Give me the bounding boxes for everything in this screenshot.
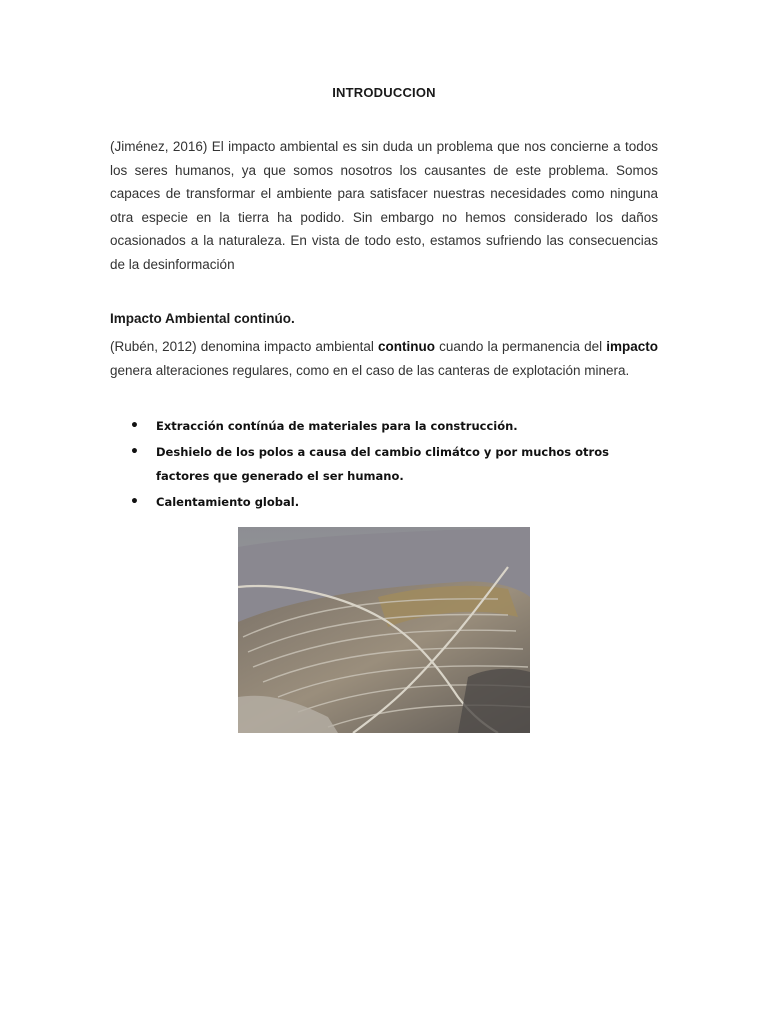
bullet-list xyxy=(130,414,650,516)
section-text-part: genera alteraciones regulares, como en el caso de las canteras de explotación minera. xyxy=(110,362,630,378)
section-text-part: (Rubén, 2012) denomina impacto ambiental xyxy=(110,339,379,354)
intro-paragraph: (Jiménez, 2016) El impacto ambiental es sin duda un problema que nos concierne a todos los seres humanos, ya que somos nosotros los causantes de este problema. Somos capaces de transformar el ambiente para satisfacer nuestras necesidades como ninguna otra especie en la tierra ha podido. Sin embargo no hemos considerado los daños ocasionados a la naturaleza. En vista de todo esto, estamos sufriendo las consecuencias de la desinformación xyxy=(110,139,658,272)
page-title: INTRODUCCION xyxy=(332,85,436,100)
section-bold-term: impacto xyxy=(606,339,658,354)
section-paragraph xyxy=(110,335,658,382)
section-bold-term: continuo xyxy=(378,339,436,354)
bullet-item: • Calentamiento global. xyxy=(130,490,650,514)
open-pit-mine-photo xyxy=(238,527,530,733)
bullet-item: • Deshielo de los polos a causa del cambio climátco y por muchos otros factores que generado el ser humano. xyxy=(130,440,650,488)
section-heading: Impacto Ambiental continúo. xyxy=(110,311,295,326)
section-text-part: cuando la permanencia del xyxy=(435,339,607,354)
bullet-item: • Extracción contínúa de materiales para la construcción. xyxy=(130,414,650,438)
